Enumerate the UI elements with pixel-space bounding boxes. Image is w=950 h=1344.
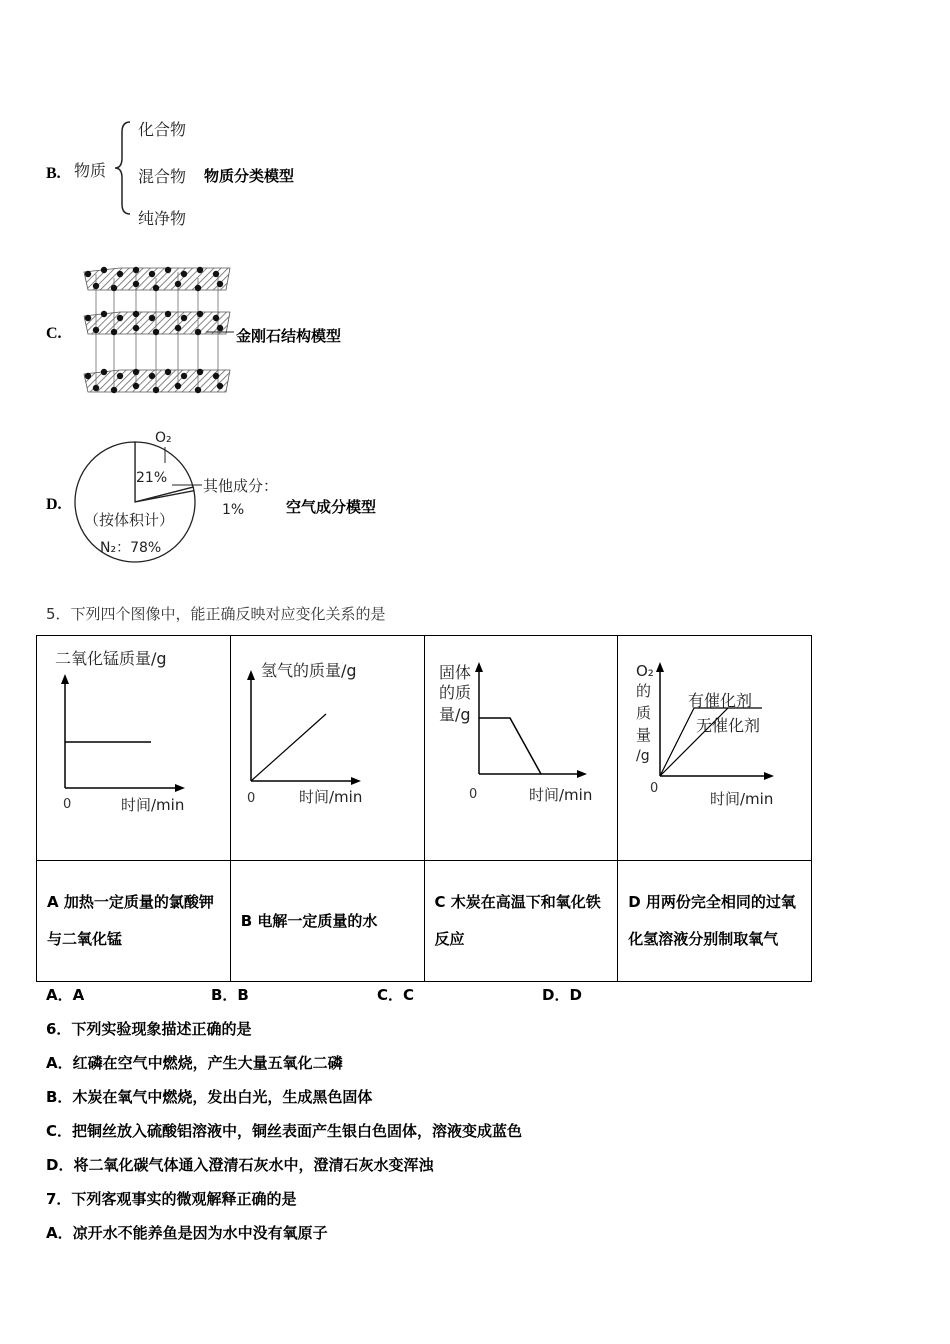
q5-choice-c[interactable]: C．C <box>377 986 415 1004</box>
graph-c-series-line <box>479 718 541 774</box>
graph-c <box>425 636 617 856</box>
option-d-caption: 空气成分模型 <box>286 498 377 516</box>
graph-a-description: A 加热一定质量的氯酸钾与二氧化锰 <box>47 893 214 948</box>
classification-branch-1: 化合物 <box>138 120 187 139</box>
graph-c-ylabel-2: 的质 <box>438 683 471 702</box>
q5-graph-table <box>36 635 812 982</box>
q6-stem: 6．下列实验现象描述正确的是 <box>46 1020 252 1038</box>
graph-b-series-line <box>251 714 326 781</box>
graph-b-origin: 0 <box>246 791 256 806</box>
graph-d-origin: 0 <box>650 781 659 796</box>
graph-c-origin: 0 <box>468 787 477 802</box>
graph-cell-b <box>230 636 424 861</box>
classification-root: 物质 <box>74 161 107 180</box>
q6-option-c[interactable]: C．把铜丝放入硫酸铝溶液中，铜丝表面产生银白色固体，溶液变成蓝色 <box>46 1122 523 1140</box>
q5-choice-d[interactable]: D．D <box>542 986 582 1004</box>
graph-c-description: C 木炭在高温下和氧化铁反应 <box>434 893 601 948</box>
air-composition-pie <box>70 425 290 575</box>
graph-a-ylabel: 二氧化锰质量/g <box>55 649 167 668</box>
graph-d-ylabel-2: 的 <box>636 682 652 700</box>
graph-d-ylabel-5: /g <box>636 748 650 764</box>
n2-label: N₂：78% <box>100 540 162 556</box>
q5-choice-b[interactable]: B．B <box>211 986 249 1004</box>
graph-b <box>231 636 423 856</box>
option-b-caption: 物质分类模型 <box>204 167 295 185</box>
q6-option-b[interactable]: B．木炭在氧气中燃烧，发出白光，生成黑色固体 <box>46 1088 373 1106</box>
q5-choice-a[interactable]: A．A <box>46 986 85 1004</box>
o2-label: O₂ <box>155 430 172 446</box>
q7-stem: 7．下列客观事实的微观解释正确的是 <box>46 1190 297 1208</box>
q5-stem: 5．下列四个图像中，能正确反映对应变化关系的是 <box>46 605 386 623</box>
graph-c-ylabel-3: 量/g <box>438 705 471 724</box>
graph-b-ylabel: 氢气的质量/g <box>260 661 357 680</box>
other-percent-label: 1% <box>222 502 245 518</box>
q7-option-a[interactable]: A．凉开水不能养鱼是因为水中没有氧原子 <box>46 1224 328 1242</box>
o2-percent-label: 21% <box>136 470 168 486</box>
other-component-label: 其他成分： <box>203 477 279 495</box>
graph-d-catalyst-label: 有催化剂 <box>688 691 753 710</box>
graph-c-ylabel-1: 固体 <box>438 663 471 682</box>
graph-d-xlabel: 时间/min <box>710 790 774 808</box>
basis-label: （按体积计） <box>84 511 175 529</box>
desc-cell-c <box>424 861 618 982</box>
graph-cell-a <box>37 636 231 861</box>
graph-a-xlabel: 时间/min <box>121 796 185 814</box>
graph-cell-c <box>424 636 618 861</box>
q6-option-d[interactable]: D．将二氧化碳气体通入澄清石灰水中，澄清石灰水变浑浊 <box>46 1156 434 1174</box>
graph-d-no-catalyst-label: 无催化剂 <box>696 716 761 735</box>
graph-c-xlabel: 时间/min <box>528 786 592 804</box>
diamond-structure-figure <box>80 260 240 400</box>
classification-branch-3: 纯净物 <box>138 209 187 228</box>
graph-b-description: B 电解一定质量的水 <box>240 911 378 930</box>
graph-cell-d <box>618 636 812 861</box>
graph-a <box>37 636 229 856</box>
classification-branch-2: 混合物 <box>138 167 187 186</box>
graph-d <box>618 636 810 856</box>
graph-d-ylabel-1: O₂ <box>636 662 655 680</box>
option-c-letter: C. <box>46 325 62 342</box>
graph-b-xlabel: 时间/min <box>298 788 363 806</box>
graph-d-ylabel-4: 量 <box>636 726 652 744</box>
option-c-caption: 金刚石结构模型 <box>236 327 342 345</box>
brace-icon <box>112 118 136 218</box>
desc-cell-b <box>230 861 424 982</box>
graph-d-description: D 用两份完全相同的过氧化氢溶液分别制取氧气 <box>628 893 796 948</box>
desc-cell-d <box>618 861 812 982</box>
desc-cell-a <box>37 861 231 982</box>
option-b-letter: B. <box>46 165 61 182</box>
q6-option-a[interactable]: A．红磷在空气中燃烧，产生大量五氧化二磷 <box>46 1054 343 1072</box>
option-d-letter: D. <box>46 496 62 513</box>
graph-d-ylabel-3: 质 <box>636 704 652 722</box>
graph-a-origin: 0 <box>63 797 72 812</box>
